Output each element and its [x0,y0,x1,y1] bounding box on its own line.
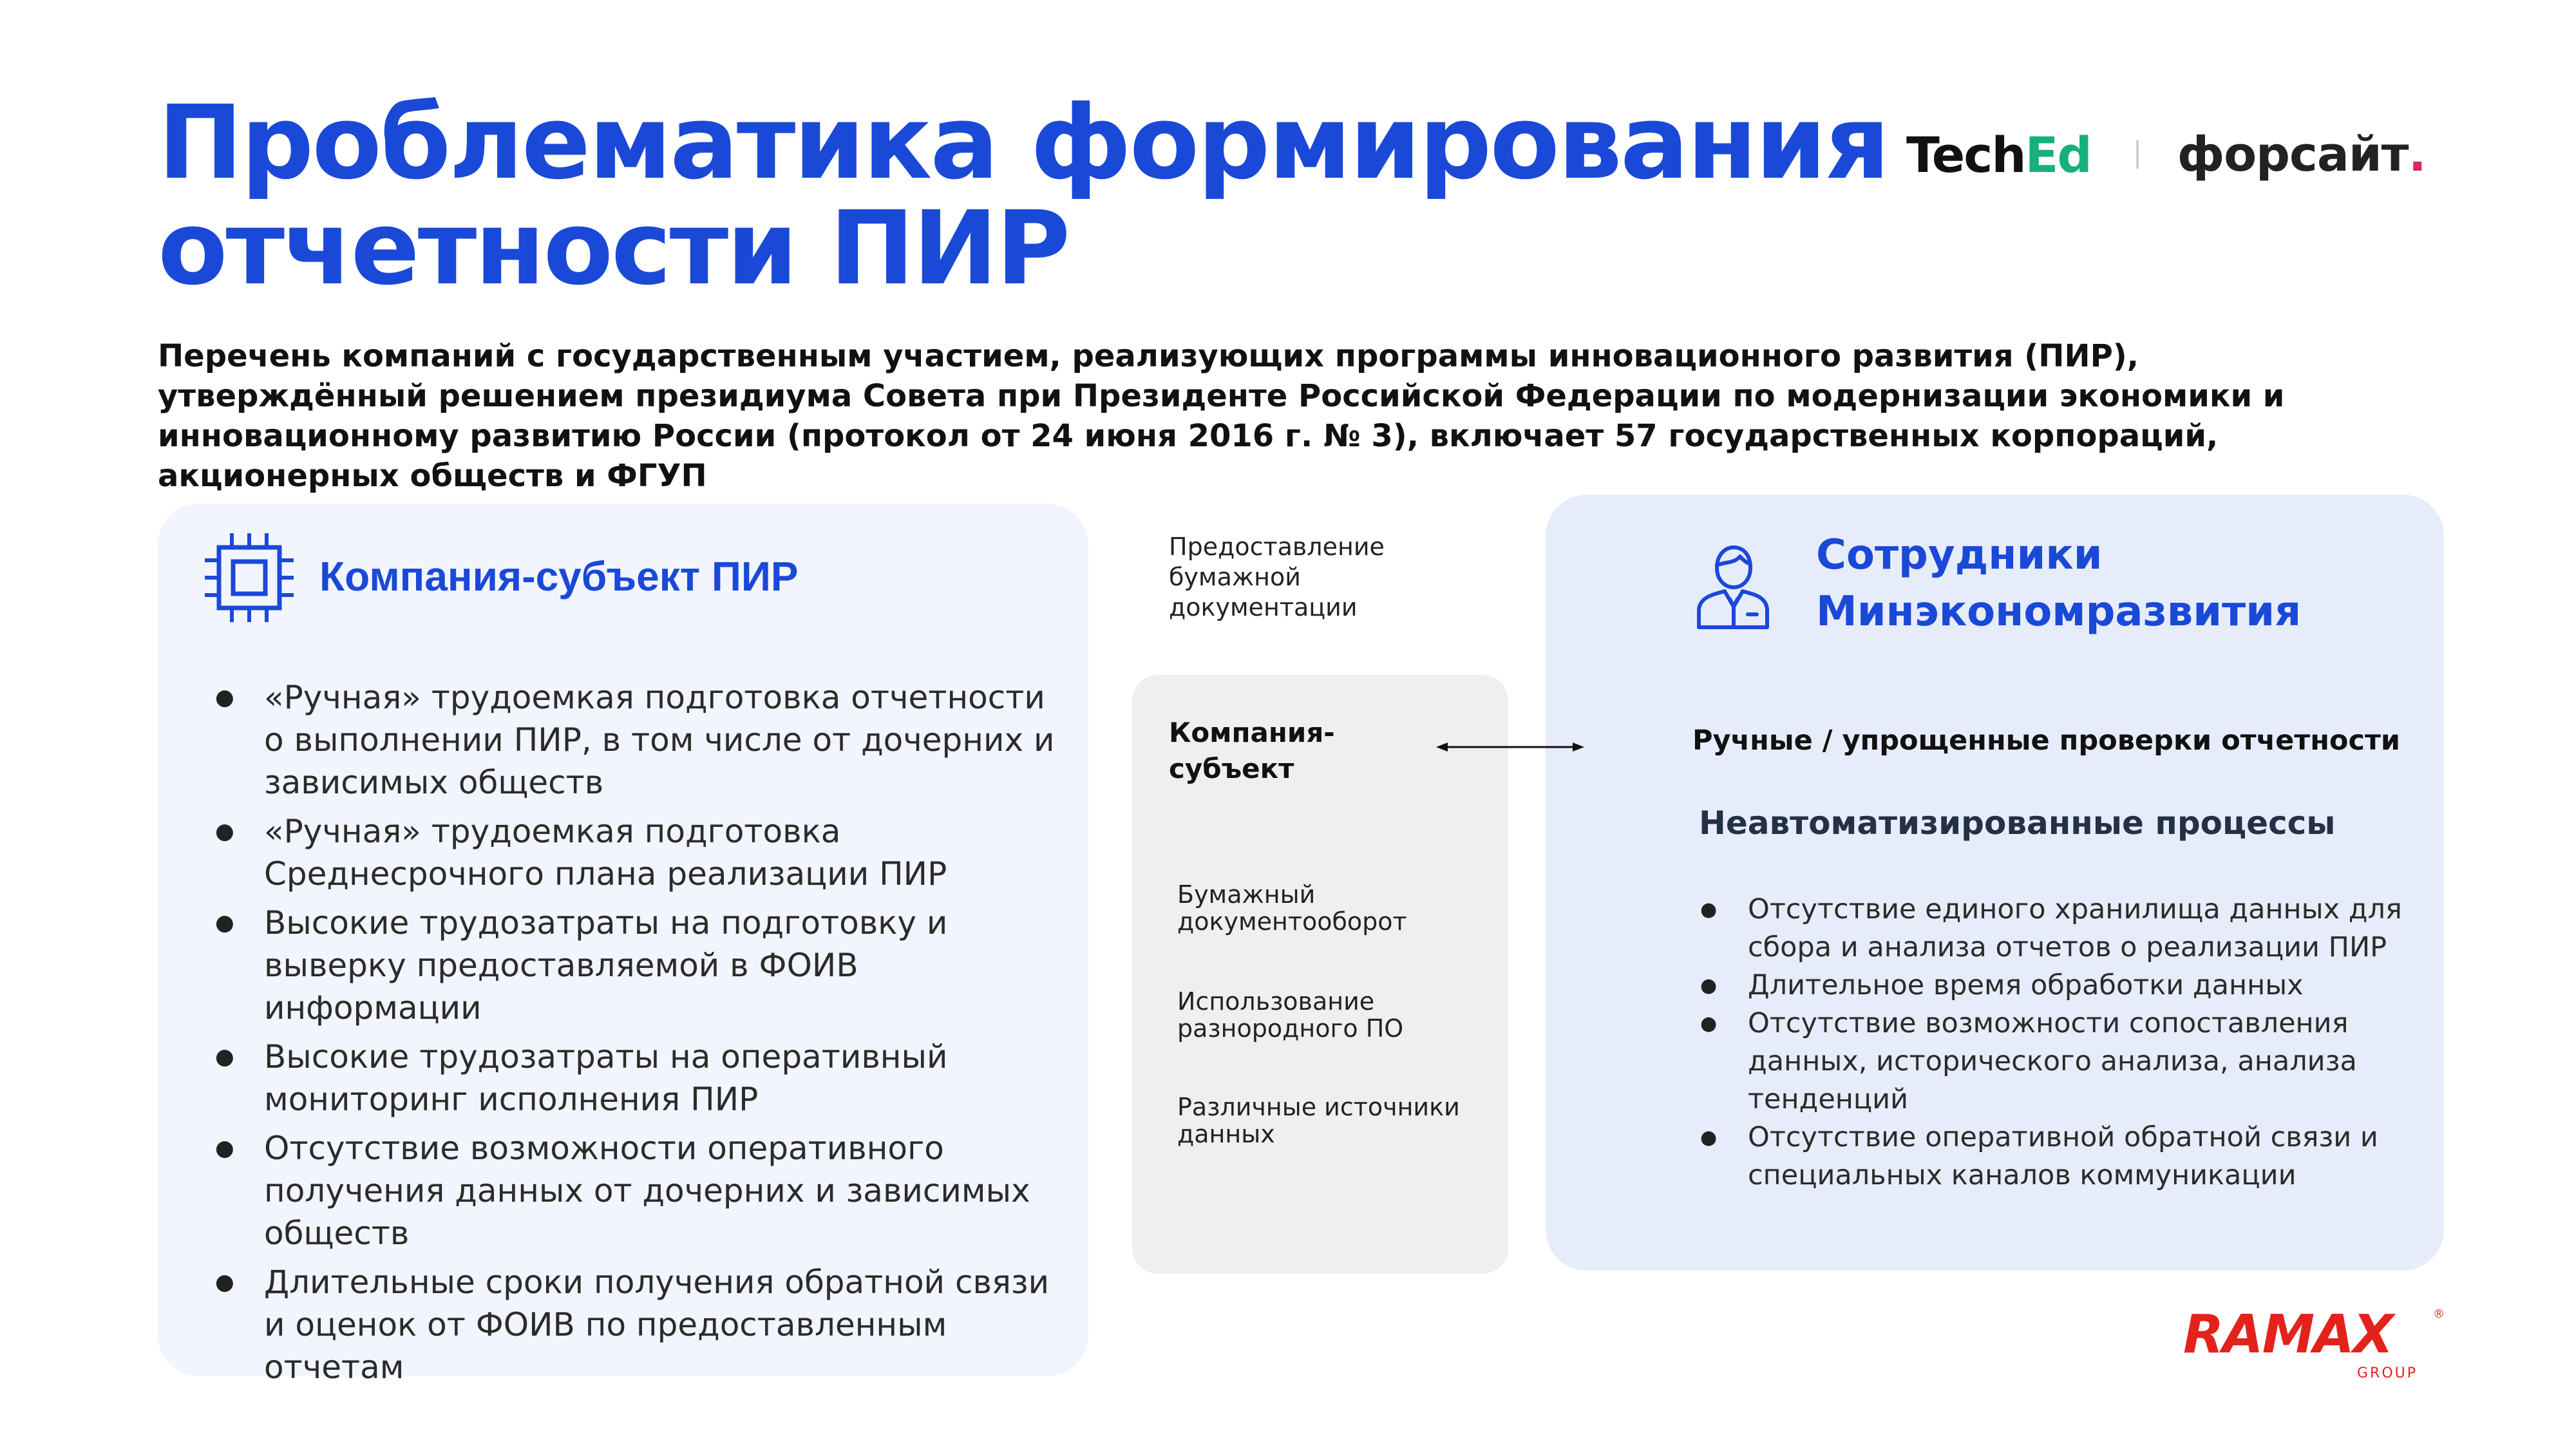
person-icon [1695,542,1771,630]
page-title-line-2: отчетности ПИР [158,189,1069,308]
ramax-logo-word: RAMAX [2183,1304,2392,1365]
ramax-logo-group: GROUP [2357,1365,2418,1381]
partner-logos [1906,122,2426,187]
ministry-issues-list [1700,891,2428,1195]
list-item: ● Отсутствие единого хранилища данных для сбора и анализа отчетов о реализации ПИР [1700,891,2428,967]
list-item: ● Длительные сроки получения обратной связи и оценок от ФОИВ по предоставленным отчетам [213,1261,1063,1388]
list-item: ● Высокие трудозатраты на подготовку и выверку предоставляемой в ФОИВ информации [213,902,1063,1029]
ministry-title-line-2: Минэкономразвития [1816,588,2302,636]
foresight-logo-dot: . [2408,127,2426,182]
double-arrow-icon [1436,741,1584,753]
teched-logo-accent: Ed [2025,126,2091,184]
list-item: ● «Ручная» трудоемкая подготовка отчетности о выполнении ПИР, в том числе от дочерних и зависимых обществ [213,676,1063,804]
page-title [158,84,1897,308]
teched-logo [1906,126,2091,184]
mid-item-paper-flow: Бумажный документооборот [1177,880,1407,936]
list-item: ● Высокие трудозатраты на оперативный мониторинг исполнения ПИР [213,1036,1063,1121]
page-title-line-1: Проблематика формирования [158,84,1888,202]
ministry-title-line-1: Сотрудники [1816,531,2103,579]
company-issues-list [213,676,1063,1395]
logo-divider [2136,140,2139,169]
paper-docs-label: Предоставление бумажной документации [1169,533,1385,621]
list-item: ● Отсутствие возможности сопоставления данных, исторического анализа, анализа тенденций [1700,1005,2428,1119]
ramax-logo [2183,1304,2445,1390]
mid-item-software: Использование разнородного ПО [1177,987,1404,1043]
foresight-logo [2177,127,2426,182]
list-item: ● Длительное время обработки данных [1700,967,2428,1005]
company-subject-label: Компания-субъект [1169,717,1335,784]
list-item: ● Отсутствие возможности оперативного получения данных от дочерних и зависимых обществ [213,1127,1063,1255]
ramax-logo-registered: ® [2433,1307,2445,1321]
list-item: ● «Ручная» трудоемкая подготовка Среднесрочного плана реализации ПИР [213,810,1063,895]
non-automated-subtitle: Неавтоматизированные процессы [1699,804,2336,842]
manual-checks-label: Ручные / упрощенные проверки отчетности [1692,724,2400,757]
list-item: ● Отсутствие оперативной обратной связи и специальных каналов коммуникации [1700,1119,2428,1195]
company-card-title: Компания-субъект ПИР [319,553,799,600]
chip-icon [201,529,298,626]
teched-logo-main: Tech [1906,126,2025,184]
intro-text: Перечень компаний с государственным участием, реализующих программы инновационного развития (ПИР), утверждённый решением президиума Совета при Президенте Российской Федерации по модернизации экономики и инновационному развитию России (протокол от 24 июня 2016 г. № 3), включает 57 государственных корпораций, акционерных обществ и ФГУП [158,338,2285,494]
mid-item-sources: Различные источники данных [1177,1093,1460,1148]
ministry-card-title [1816,527,2396,640]
foresight-logo-main: форсайт [2177,127,2409,182]
